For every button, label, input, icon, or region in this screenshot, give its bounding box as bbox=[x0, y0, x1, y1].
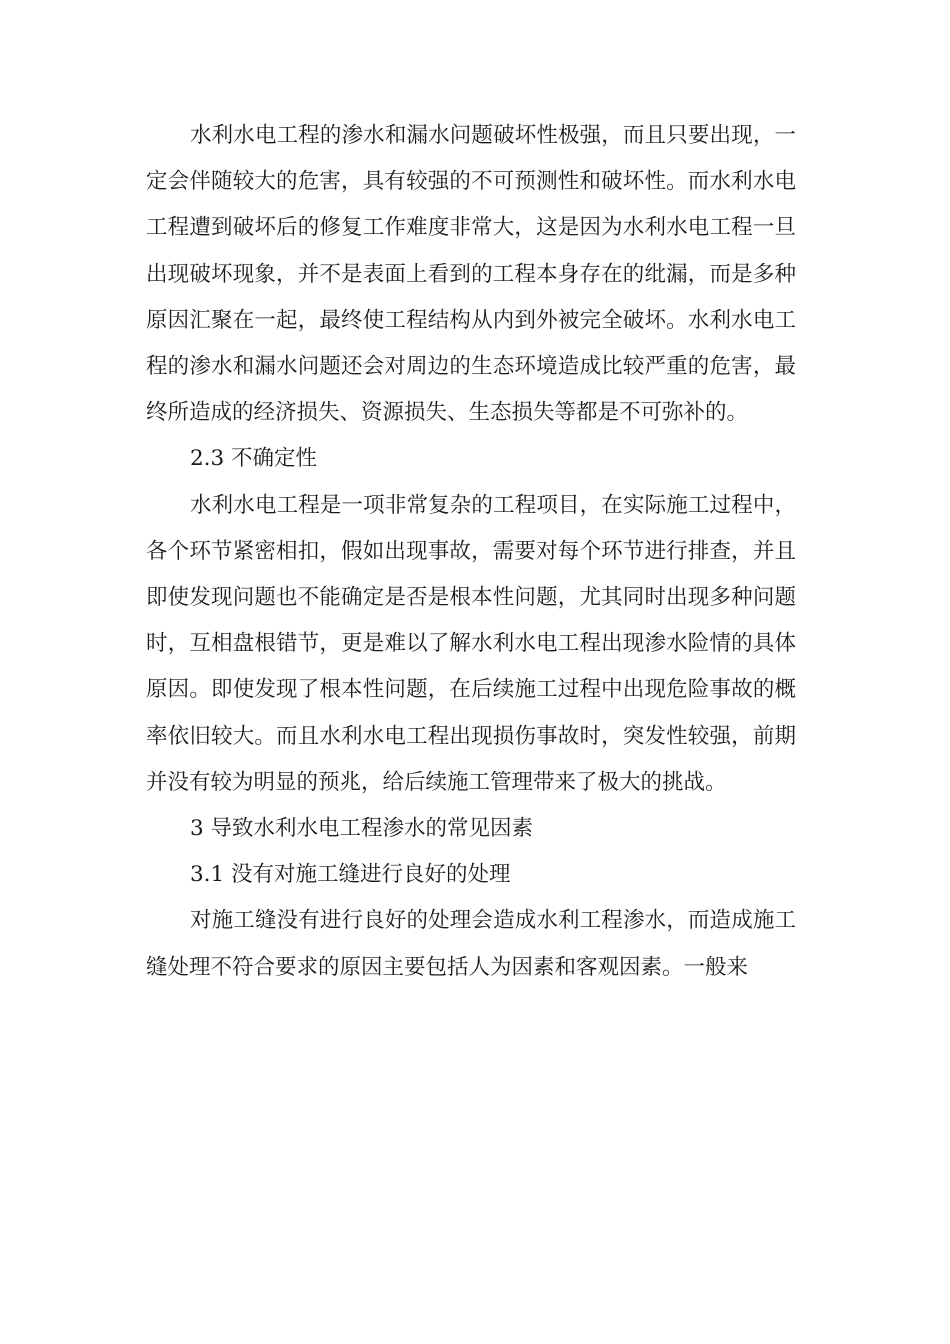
body-paragraph-seepage-damage: 水利水电工程的渗水和漏水问题破坏性极强，而且只要出现，一定会伴随较大的危害，具有较强的不可预测性和破坏性。而水利水电工程遭到破坏后的修复工作难度非常大，这是因为水利水电工程一旦出现破坏现象，并不是表面上看到的工程本身存在的纰漏，而是多种原因汇聚在一起，最终使工程结构从内到外被完全破坏。水利水电工程的渗水和漏水问题还会对周边的生态环境造成比较严重的危害，最终所造成的经济损失、资源损失、生态损失等都是不可弥补的。 bbox=[146, 123, 796, 426]
section-heading-2-3: 2.3 不确定性 bbox=[190, 446, 318, 472]
section-heading-3: 3 导致水利水电工程渗水的常见因素 bbox=[190, 816, 534, 842]
body-paragraph-construction-joints: 对施工缝没有进行良好的处理会造成水利工程渗水，而造成施工缝处理不符合要求的原因主要包括人为因素和客观因素。一般来 bbox=[146, 908, 796, 980]
document-page bbox=[146, 113, 796, 991]
body-paragraph-uncertainty: 水利水电工程是一项非常复杂的工程项目，在实际施工过程中，各个环节紧密相扣，假如出现事故，需要对每个环节进行排查，并且即使发现问题也不能确定是否是根本性问题，尤其同时出现多种问题时，互相盘根错节，更是难以了解水利水电工程出现渗水险情的具体原因。即使发现了根本性问题，在后续施工过程中出现危险事故的概率依旧较大。而且水利水电工程出现损伤事故时，突发性较强，前期并没有较为明显的预兆，给后续施工管理带来了极大的挑战。 bbox=[146, 492, 796, 795]
section-heading-3-1: 3.1 没有对施工缝进行良好的处理 bbox=[190, 862, 511, 888]
